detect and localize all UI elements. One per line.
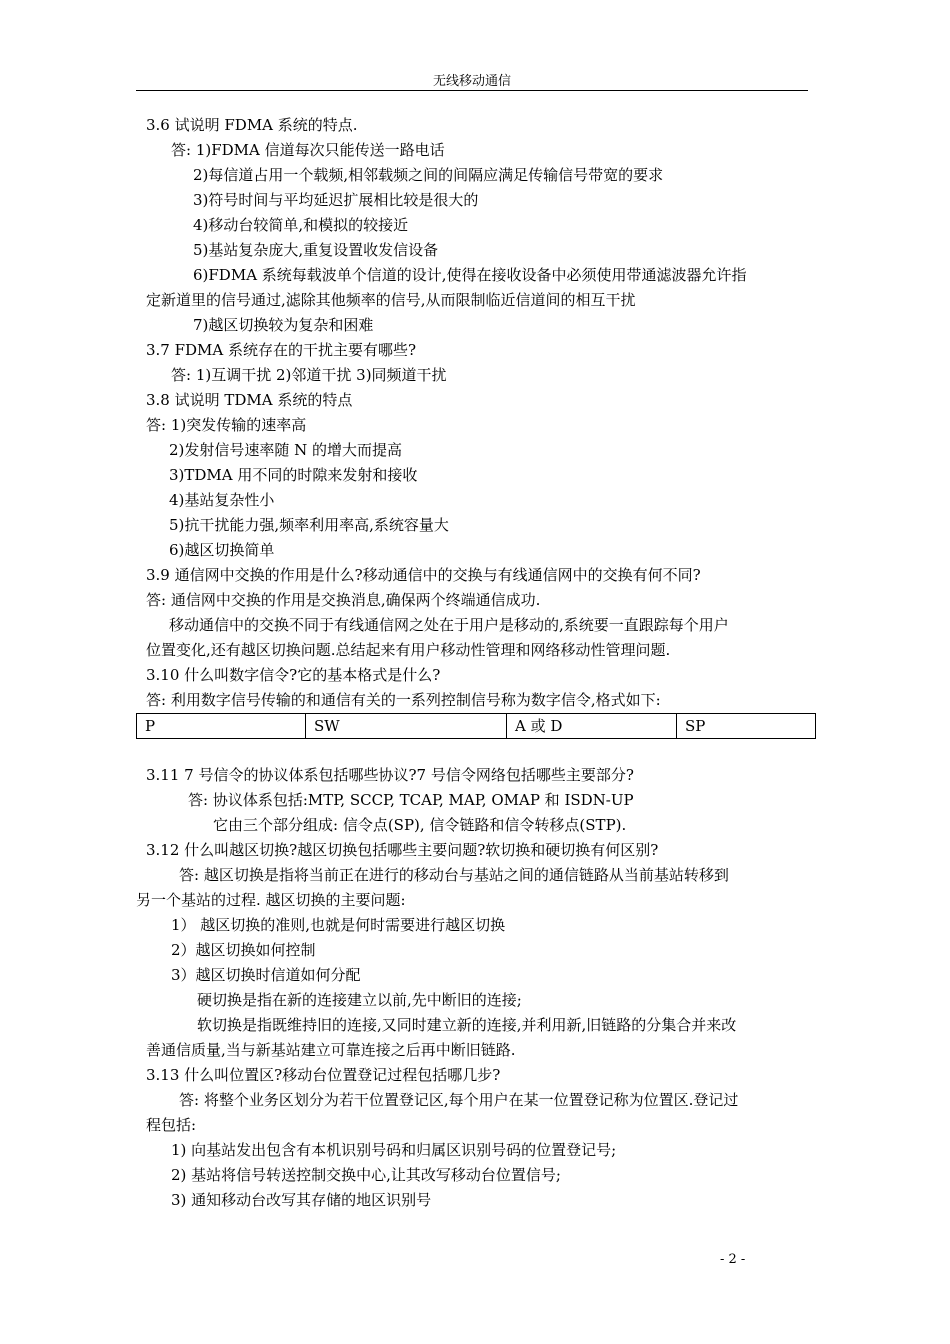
text-line-l38: 答: 将整个业务区划分为若干位置登记区,每个用户在某一位置登记称为位置区.登记过 [179,1091,739,1109]
text-line-l30: 另一个基站的过程. 越区切换的主要问题: [136,891,406,909]
text-line-l17: 5)抗干扰能力强,频率利用率高,系统容量大 [169,516,449,534]
text-line-l26: 答: 协议体系包括:MTP, SCCP, TCAP, MAP, OMAP 和 ISDN-UP [188,791,634,809]
text-line-l11: 答: 1)互调干扰 2)邻道干扰 3)同频道干扰 [171,366,447,384]
text-line-l33: 3）越区切换时信道如何分配 [171,966,361,984]
text-line-l23: 3.10 什么叫数字信令?它的基本格式是什么? [146,666,441,684]
text-line-l29: 答: 越区切换是指将当前正在进行的移动台与基站之间的通信链路从当前基站转移到 [179,866,729,884]
text-line-l36: 善通信质量,当与新基站建立可靠连接之后再中断旧链路. [146,1041,516,1059]
page-header-title: 无线移动通信 [432,74,511,89]
text-line-l6: 5)基站复杂庞大,重复设置收发信设备 [193,241,439,259]
text-line-l19: 3.9 通信网中交换的作用是什么?移动通信中的交换与有线通信网中的交换有何不同? [146,566,701,584]
text-line-l16: 4)基站复杂性小 [169,491,275,509]
header-rule [136,90,808,91]
text-line-l9: 7)越区切换较为复杂和困难 [193,316,374,334]
text-line-l21: 移动通信中的交换不同于有线通信网之处在于用户是移动的,系统要一直跟踪每个用户 [169,616,729,634]
text-line-l42: 3) 通知移动台改写其存储的地区识别号 [171,1191,432,1209]
text-line-l13: 答: 1)突发传输的速率高 [146,416,307,434]
text-line-l5: 4)移动台较简单,和模拟的较接近 [193,216,409,234]
text-line-l22: 位置变化,还有越区切换问题.总结起来有用户移动性管理和网络移动性管理问题. [146,641,671,659]
text-line-l3: 2)每信道占用一个载频,相邻载频之间的间隔应满足传输信号带宽的要求 [193,166,664,184]
text-line-l2: 答: 1)FDMA 信道每次只能传送一路电话 [171,141,445,159]
text-line-l15: 3)TDMA 用不同的时隙来发射和接收 [169,466,418,484]
text-line-l1: 3.6 试说明 FDMA 系统的特点. [146,116,358,134]
table-cell-p: P [137,714,306,739]
text-line-l25: 3.11 7 号信令的协议体系包括哪些协议?7 号信令网络包括哪些主要部分? [146,766,634,784]
text-line-l41: 2) 基站将信号转送控制交换中心,让其改写移动台位置信号; [171,1166,561,1184]
table-cell-a-or-d: A 或 D [507,714,677,739]
text-line-l39: 程包括: [146,1116,197,1134]
text-line-l28: 3.12 什么叫越区切换?越区切换包括哪些主要问题?软切换和硬切换有何区别? [146,841,659,859]
text-line-l31: 1） 越区切换的准则,也就是何时需要进行越区切换 [171,916,506,934]
text-line-l32: 2）越区切换如何控制 [171,941,316,959]
table-cell-sp: SP [677,714,816,739]
text-line-l14: 2)发射信号速率随 N 的增大而提高 [169,441,403,459]
text-line-l20: 答: 通信网中交换的作用是交换消息,确保两个终端通信成功. [146,591,541,609]
text-line-l27: 它由三个部分组成: 信令点(SP), 信令链路和信令转移点(STP). [213,816,627,834]
text-line-l18: 6)越区切换简单 [169,541,275,559]
text-line-l35: 软切换是指既维持旧的连接,又同时建立新的连接,并利用新,旧链路的分集合并来改 [197,1016,737,1034]
page-number: - 2 - [720,1252,746,1267]
text-line-l24: 答: 利用数字信号传输的和通信有关的一系列控制信号称为数字信令,格式如下: [146,691,661,709]
text-line-l4: 3)符号时间与平均延迟扩展相比较是很大的 [193,191,479,209]
text-line-l34: 硬切换是指在新的连接建立以前,先中断旧的连接; [197,991,522,1009]
text-line-l37: 3.13 什么叫位置区?移动台位置登记过程包括哪几步? [146,1066,501,1084]
table-cell-sw: SW [306,714,507,739]
text-line-l8: 定新道里的信号通过,滤除其他频率的信号,从而限制临近信道间的相互干扰 [146,291,636,309]
text-line-l10: 3.7 FDMA 系统存在的干扰主要有哪些? [146,341,417,359]
text-line-l12: 3.8 试说明 TDMA 系统的特点 [146,391,353,409]
text-line-l40: 1) 向基站发出包含有本机识别号码和归属区识别号码的位置登记号; [171,1141,617,1159]
text-line-l7: 6)FDMA 系统每载波单个信道的设计,使得在接收设备中必须使用带通滤波器允许指 [193,266,747,284]
table-row [137,714,816,739]
digital-signaling-format-table [136,713,816,739]
